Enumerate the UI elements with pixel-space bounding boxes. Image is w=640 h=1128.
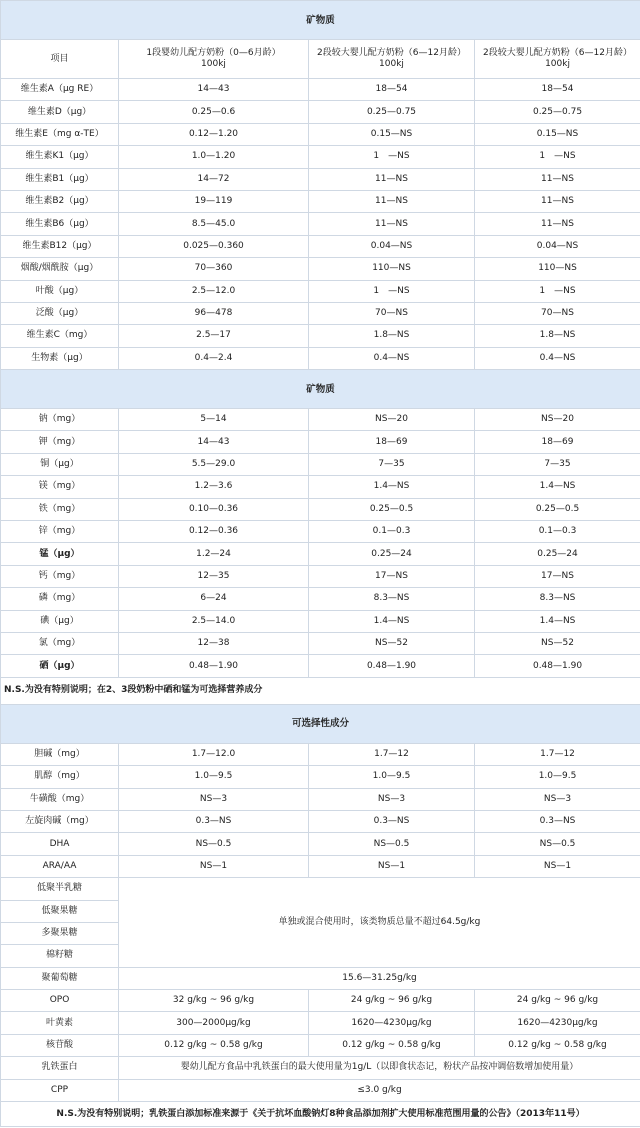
row-label: 维生素D（μg） (1, 101, 119, 123)
row-value: NS—3 (309, 788, 475, 810)
row-value: 70—NS (475, 302, 640, 324)
row-value: 11—NS (309, 168, 475, 190)
row-value: 1 —NS (309, 146, 475, 168)
row-value: NS—20 (475, 409, 640, 431)
table-row (1, 565, 640, 587)
row-label: 多聚果糖 (1, 922, 119, 944)
row-value: 110—NS (309, 258, 475, 280)
row-value: 11—NS (475, 168, 640, 190)
row-value: 2.5—12.0 (119, 280, 309, 302)
row-value: 0.25—0.6 (119, 101, 309, 123)
row-value: 1.7—12 (475, 743, 640, 765)
row-value: 1.2—3.6 (119, 476, 309, 498)
header-stage1: 1段婴幼儿配方奶粉（0—6月龄） 100kj (119, 40, 309, 79)
row-value: 1.4—NS (475, 610, 640, 632)
row-value: 1 —NS (475, 280, 640, 302)
row-value: 1 —NS (475, 146, 640, 168)
row-label: 泛酸（μg） (1, 302, 119, 324)
row-value: 0.25—0.75 (475, 101, 640, 123)
row-value: 19—119 (119, 190, 309, 212)
row-label: 生物素（μg） (1, 347, 119, 369)
row-label: 维生素B12（μg） (1, 235, 119, 257)
table-row (1, 1079, 640, 1101)
row-value: 0.25—24 (475, 543, 640, 565)
row-value: 1.4—NS (309, 610, 475, 632)
row-value: 24 g/kg ~ 96 g/kg (309, 990, 475, 1012)
row-value: 5—14 (119, 409, 309, 431)
row-value: 8.3—NS (309, 588, 475, 610)
row-value: 14—43 (119, 79, 309, 101)
row-value: 0.04—NS (475, 235, 640, 257)
row-value: NS—52 (475, 632, 640, 654)
table-row (1, 79, 640, 101)
table-row (1, 743, 640, 765)
row-value: NS—3 (119, 788, 309, 810)
row-label: OPO (1, 990, 119, 1012)
row-label: 左旋肉碱（mg） (1, 810, 119, 832)
row-value: 0.4—NS (475, 347, 640, 369)
row-label: 胆碱（mg） (1, 743, 119, 765)
row-label: 牛磺酸（mg） (1, 788, 119, 810)
row-label: 氯（mg） (1, 632, 119, 654)
row-label: 锌（mg） (1, 521, 119, 543)
row-value: NS—0.5 (309, 833, 475, 855)
row-label: 钙（mg） (1, 565, 119, 587)
row-label: 维生素B2（μg） (1, 190, 119, 212)
row-value: 6—24 (119, 588, 309, 610)
table-row (1, 878, 640, 900)
table-row (1, 325, 640, 347)
row-value: 8.3—NS (475, 588, 640, 610)
row-value: NS—1 (119, 855, 309, 877)
row-value: 1.0—9.5 (475, 766, 640, 788)
table-row (1, 168, 640, 190)
table-row (1, 810, 640, 832)
table-row (1, 302, 640, 324)
row-label: 维生素A（μg RE） (1, 79, 119, 101)
row-value: NS—20 (309, 409, 475, 431)
row-label: 镁（mg） (1, 476, 119, 498)
row-value: 1620—4230μg/kg (475, 1012, 640, 1034)
row-label: 硒（μg） (1, 655, 119, 677)
row-value: 0.025—0.360 (119, 235, 309, 257)
row-value: 0.4—2.4 (119, 347, 309, 369)
row-value: NS—1 (475, 855, 640, 877)
table-row (1, 101, 640, 123)
row-value: 17—NS (475, 565, 640, 587)
table-row (1, 258, 640, 280)
row-value: 18—69 (309, 431, 475, 453)
row-value: 14—72 (119, 168, 309, 190)
row-value: 0.4—NS (309, 347, 475, 369)
header-stage2: 2段较大婴儿配方奶粉（6—12月龄） 100kj (309, 40, 475, 79)
row-value: 32 g/kg ~ 96 g/kg (119, 990, 309, 1012)
row-label: CPP (1, 1079, 119, 1101)
row-value: 1.0—1.20 (119, 146, 309, 168)
row-value: 11—NS (309, 213, 475, 235)
row-value: 0.12 g/kg ~ 0.58 g/kg (475, 1034, 640, 1056)
table-row (1, 1012, 640, 1034)
row-value: 0.12 g/kg ~ 0.58 g/kg (119, 1034, 309, 1056)
row-label: ARA/AA (1, 855, 119, 877)
row-label: 乳铁蛋白 (1, 1057, 119, 1079)
table-row (1, 788, 640, 810)
row-label: 铜（μg） (1, 453, 119, 475)
row-label: 维生素C（mg） (1, 325, 119, 347)
row-value: 0.1—0.3 (309, 521, 475, 543)
row-value: 70—360 (119, 258, 309, 280)
row-value: 0.25—0.75 (309, 101, 475, 123)
row-value: 1.4—NS (309, 476, 475, 498)
row-label: 肌醇（mg） (1, 766, 119, 788)
cpp-value: ≤3.0 g/kg (119, 1079, 640, 1101)
table-row (1, 766, 640, 788)
table-row (1, 146, 640, 168)
row-value: 300—2000μg/kg (119, 1012, 309, 1034)
row-value: 17—NS (309, 565, 475, 587)
row-value: NS—52 (309, 632, 475, 654)
table-header-row (1, 40, 640, 79)
row-value: 0.12 g/kg ~ 0.58 g/kg (309, 1034, 475, 1056)
table-row (1, 476, 640, 498)
row-label: 叶黄素 (1, 1012, 119, 1034)
row-label: 磷（mg） (1, 588, 119, 610)
nutrient-table-body (1, 1, 640, 1127)
table-row (1, 855, 640, 877)
lactoferrin-value: 婴幼儿配方食品中乳铁蛋白的最大使用量为1g/L（以即食状态记，粉状产品按冲调倍数增加使用量） (119, 1057, 640, 1079)
row-value: 2.5—14.0 (119, 610, 309, 632)
table-row (1, 588, 640, 610)
table-row (1, 990, 640, 1012)
table-row (1, 498, 640, 520)
polydextrose-value: 15.6—31.25g/kg (119, 967, 640, 989)
table-row (1, 655, 640, 677)
table-row (1, 1057, 640, 1079)
row-label: 低聚果糖 (1, 900, 119, 922)
row-value: 12—38 (119, 632, 309, 654)
table-row (1, 610, 640, 632)
row-value: 1.0—9.5 (309, 766, 475, 788)
table-row (1, 967, 640, 989)
section-title-vitamins: 矿物质 (1, 1, 640, 40)
row-value: 18—54 (309, 79, 475, 101)
row-label: 钾（mg） (1, 431, 119, 453)
row-value: 8.5—45.0 (119, 213, 309, 235)
row-label: 维生素B1（μg） (1, 168, 119, 190)
row-value: 7—35 (309, 453, 475, 475)
row-value: 0.25—24 (309, 543, 475, 565)
row-value: 0.3—NS (119, 810, 309, 832)
row-value: 0.25—0.5 (309, 498, 475, 520)
row-value: 0.3—NS (309, 810, 475, 832)
row-value: 2.5—17 (119, 325, 309, 347)
minerals-note-row (1, 677, 640, 704)
table-row (1, 833, 640, 855)
row-value: 1.8—NS (309, 325, 475, 347)
row-label: 棉籽糖 (1, 945, 119, 967)
minerals-note: N.S.为没有特别说明；在2、3段奶粉中硒和锰为可选择营养成分 (1, 677, 640, 704)
row-value: 1.7—12 (309, 743, 475, 765)
row-value: 0.48—1.90 (475, 655, 640, 677)
row-label: 聚葡萄糖 (1, 967, 119, 989)
row-value: 0.48—1.90 (309, 655, 475, 677)
table-row (1, 213, 640, 235)
table-row (1, 280, 640, 302)
row-label: 钠（mg） (1, 409, 119, 431)
row-value: 0.12—1.20 (119, 123, 309, 145)
row-label: 碘（μg） (1, 610, 119, 632)
row-label: DHA (1, 833, 119, 855)
row-value: 1.0—9.5 (119, 766, 309, 788)
row-value: 0.48—1.90 (119, 655, 309, 677)
row-value: 11—NS (309, 190, 475, 212)
table-row (1, 632, 640, 654)
section-title-minerals: 矿物质 (1, 370, 640, 409)
row-value: 5.5—29.0 (119, 453, 309, 475)
section-title-minerals-row (1, 370, 640, 409)
table-row (1, 543, 640, 565)
row-value: 1.2—24 (119, 543, 309, 565)
row-value: NS—0.5 (119, 833, 309, 855)
row-label: 烟酸/烟酰胺（μg） (1, 258, 119, 280)
footnote: N.S.为没有特别说明；乳铁蛋白添加标准来源于《关于抗坏血酸钠灯8种食品添加剂扩大使用标准范围用量的公告》（2013年11号） (1, 1102, 640, 1127)
table-row (1, 235, 640, 257)
row-value: NS—0.5 (475, 833, 640, 855)
table-row (1, 190, 640, 212)
table-row (1, 1034, 640, 1056)
row-value: 1.8—NS (475, 325, 640, 347)
table-row (1, 431, 640, 453)
row-value: 96—478 (119, 302, 309, 324)
row-value: 18—69 (475, 431, 640, 453)
row-label: 叶酸（μg） (1, 280, 119, 302)
header-item: 项目 (1, 40, 119, 79)
table-row (1, 453, 640, 475)
row-label: 维生素E（mg α-TE） (1, 123, 119, 145)
row-value: NS—1 (309, 855, 475, 877)
oligo-value: 单独或混合使用时，该类物质总量不超过64.5g/kg (119, 878, 640, 968)
table-row (1, 347, 640, 369)
row-value: 18—54 (475, 79, 640, 101)
row-value: 0.10—0.36 (119, 498, 309, 520)
footnote-row (1, 1102, 640, 1127)
row-value: 110—NS (475, 258, 640, 280)
row-value: 14—43 (119, 431, 309, 453)
table-row (1, 409, 640, 431)
row-value: 1.4—NS (475, 476, 640, 498)
row-value: NS—3 (475, 788, 640, 810)
row-value: 11—NS (475, 190, 640, 212)
row-label: 维生素K1（μg） (1, 146, 119, 168)
row-value: 0.04—NS (309, 235, 475, 257)
row-value: 0.15—NS (309, 123, 475, 145)
row-value: 1.7—12.0 (119, 743, 309, 765)
row-value: 70—NS (309, 302, 475, 324)
row-value: 24 g/kg ~ 96 g/kg (475, 990, 640, 1012)
row-value: 1620—4230μg/kg (309, 1012, 475, 1034)
row-value: 0.1—0.3 (475, 521, 640, 543)
table-row (1, 123, 640, 145)
row-label: 铁（mg） (1, 498, 119, 520)
row-value: 0.25—0.5 (475, 498, 640, 520)
row-value: 12—35 (119, 565, 309, 587)
row-label: 核苷酸 (1, 1034, 119, 1056)
section-title-optional: 可选择性成分 (1, 704, 640, 743)
table-row (1, 521, 640, 543)
row-label: 维生素B6（μg） (1, 213, 119, 235)
row-value: 1 —NS (309, 280, 475, 302)
row-value: 7—35 (475, 453, 640, 475)
row-label: 锰（μg） (1, 543, 119, 565)
section-title-optional-row (1, 704, 640, 743)
header-stage3: 2段较大婴儿配方奶粉（6—12月龄） 100kj (475, 40, 640, 79)
row-label: 低聚半乳糖 (1, 878, 119, 900)
row-value: 0.12—0.36 (119, 521, 309, 543)
row-value: 11—NS (475, 213, 640, 235)
row-value: 0.3—NS (475, 810, 640, 832)
row-value: 0.15—NS (475, 123, 640, 145)
